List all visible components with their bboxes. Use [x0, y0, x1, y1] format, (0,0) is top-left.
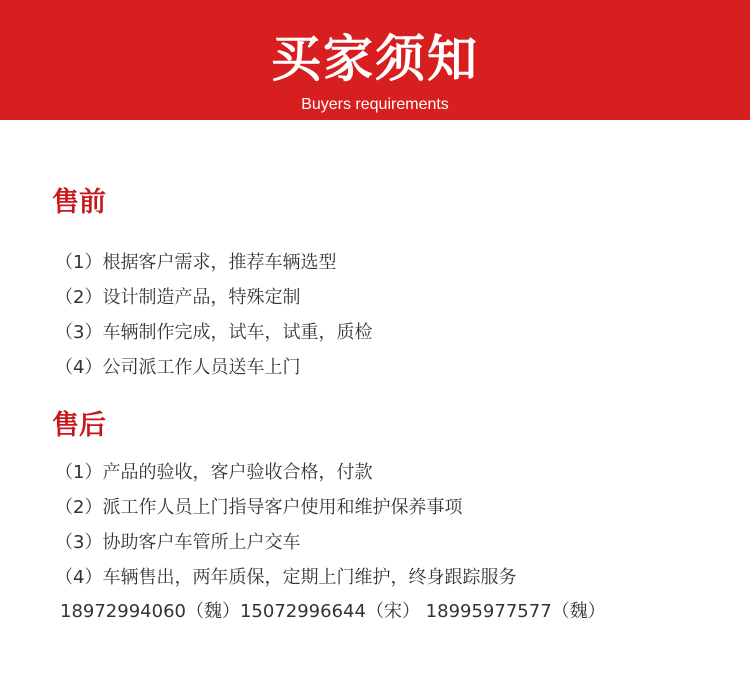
pre-sale-item-3: （3）车辆制作完成，试车，试重，质检: [55, 322, 373, 343]
pre-sale-heading: 售前: [52, 187, 106, 218]
page-subtitle: Buyers requirements: [301, 96, 449, 113]
after-sale-heading: 售后: [52, 410, 106, 441]
pre-sale-item-2: （2）设计制造产品，特殊定制: [55, 287, 301, 308]
after-sale-item-2: （2）派工作人员上门指导客户使用和维护保养事项: [55, 497, 463, 518]
pre-sale-item-4: （4）公司派工作人员送车上门: [55, 357, 301, 378]
pre-sale-item-1: （1）根据客户需求，推荐车辆选型: [55, 252, 337, 273]
header-banner: [0, 0, 750, 120]
contact-phone-numbers: 18972994060（魏）15072996644（宋） 18995977577（魏）: [60, 601, 606, 622]
page-title: 买家须知: [271, 30, 479, 88]
after-sale-item-3: （3）协助客户车管所上户交车: [55, 532, 301, 553]
after-sale-item-4: （4）车辆售出，两年质保，定期上门维护，终身跟踪服务: [55, 567, 517, 588]
after-sale-item-1: （1）产品的验收，客户验收合格，付款: [55, 462, 373, 483]
